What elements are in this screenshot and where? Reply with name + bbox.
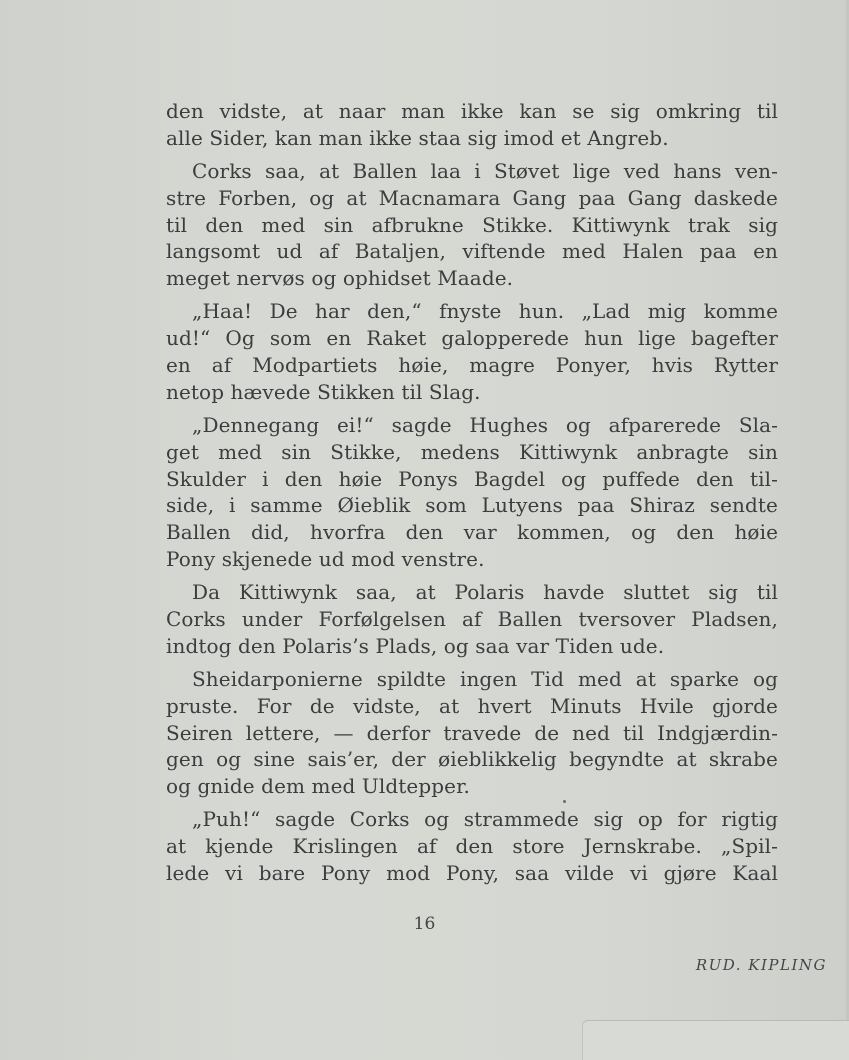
text-line: pruste. For de vidste, at hvert Minuts Hvile gjorde — [166, 693, 778, 718]
text-line: Sheidarponierne spildte ingen Tid med at sparke og — [192, 666, 778, 691]
text-line: Skulder i den høie Ponys Bagdel og puffede den til- — [166, 466, 778, 491]
text-line: Corks under Forfølgelsen af Ballen tversover Pladsen, — [166, 607, 778, 632]
text-line: „Dennegang ei!“ sagde Hughes og afparerede Sla- — [192, 412, 778, 437]
paragraph — [166, 298, 778, 406]
text-line: Seiren lettere, — derfor travede de ned til Indgjærdin- — [166, 720, 778, 745]
text-line: alle Sider, kan man ikke staa sig imod et Angreb. — [166, 125, 669, 150]
text-line: Pony skjenede ud mod venstre. — [166, 547, 485, 572]
text-line: meget nervøs og ophidset Maade. — [166, 266, 514, 291]
text-line: at kjende Krislingen af den store Jernskrabe. „Spil- — [166, 834, 778, 859]
text-line: stre Forben, og at Macnamara Gang paa Gang daskede — [166, 185, 778, 210]
text-line: Da Kittiwynk saa, at Polaris havde sluttet sig til — [192, 580, 778, 605]
paragraph — [166, 98, 778, 152]
text-line: netop hævede Stikken til Slag. — [166, 379, 481, 404]
text-line: ud!“ Og som en Raket galopperede hun lige bagefter — [166, 326, 778, 351]
text-line: get med sin Stikke, medens Kittiwynk anbragte sin — [166, 439, 778, 464]
ink-speck — [563, 800, 566, 803]
page-corner-edge — [582, 1020, 849, 1060]
text-line: lede vi bare Pony mod Pony, saa vilde vi gjøre Kaal — [166, 861, 778, 886]
paragraph — [166, 806, 778, 887]
text-line: Corks saa, at Ballen laa i Støvet lige ved hans ven- — [192, 158, 778, 183]
text-line: Ballen did, hvorfra den var kommen, og den høie — [166, 520, 778, 545]
text-line: en af Modpartiets høie, magre Ponyer, hvis Rytter — [166, 353, 778, 378]
text-line: den vidste, at naar man ikke kan se sig omkring til — [166, 99, 778, 123]
footer-author: RUD. KIPLING — [695, 956, 827, 974]
body-text — [166, 98, 778, 893]
text-line: og gnide dem med Uldtepper. — [166, 774, 470, 799]
text-line: langsomt ud af Bataljen, viftende med Halen paa en — [166, 239, 778, 264]
paragraph — [166, 579, 778, 660]
paragraph — [166, 412, 778, 573]
text-line: „Puh!“ sagde Corks og strammede sig op for rigtig — [192, 807, 778, 832]
text-line: til den med sin afbrukne Stikke. Kittiwynk trak sig — [166, 212, 778, 237]
text-line: gen og sine sais’er, der øieblikkelig begyndte at skrabe — [166, 747, 778, 772]
text-line: side, i samme Øieblik som Lutyens paa Shiraz sendte — [166, 493, 778, 518]
paragraph — [166, 158, 778, 292]
text-line: „Haa! De har den,“ fnyste hun. „Lad mig komme — [192, 299, 778, 324]
paragraph — [166, 666, 778, 800]
text-line: indtog den Polaris’s Plads, og saa var Tiden ude. — [166, 633, 665, 658]
page-number: 16 — [413, 914, 436, 934]
